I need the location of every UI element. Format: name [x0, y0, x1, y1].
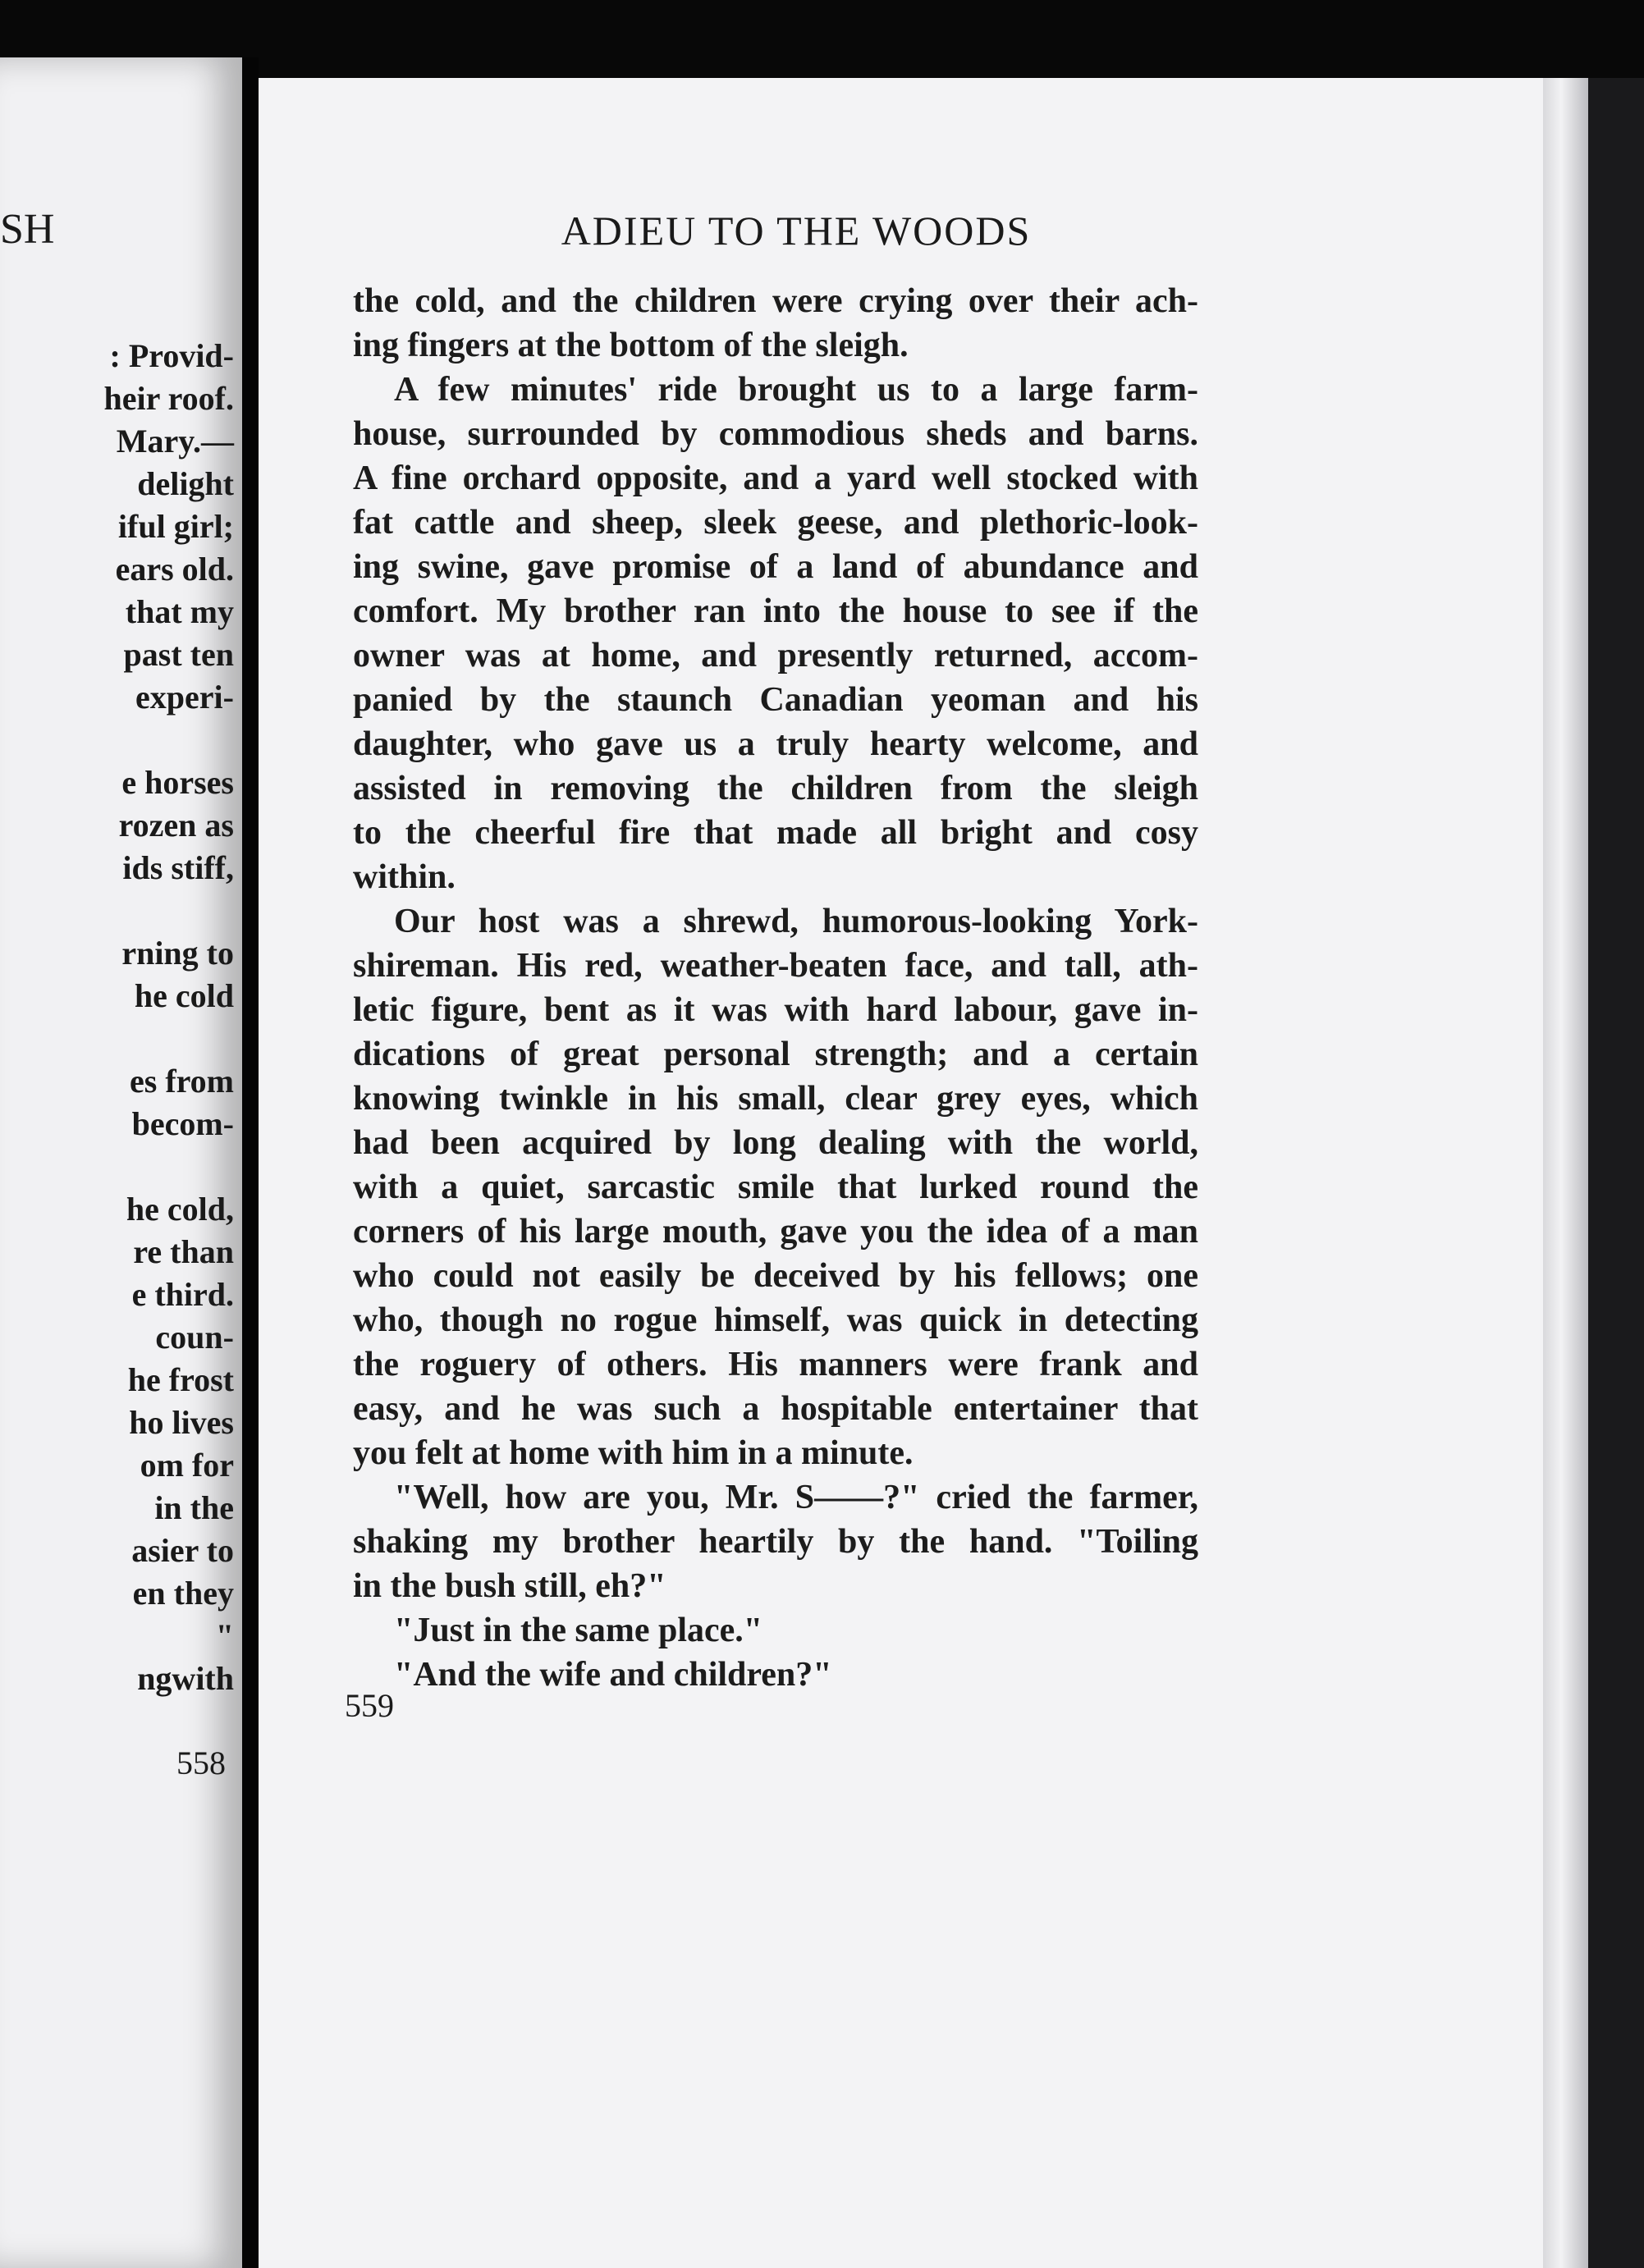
text-line: who, though no rogue himself, was quick in detecting	[353, 1301, 1198, 1339]
left-text-line: e third.	[131, 1276, 234, 1313]
left-text-line	[0, 1017, 234, 1060]
text-line: knowing twinkle in his small, clear grey eyes, which	[353, 1080, 1198, 1118]
page-number: 559	[345, 1687, 394, 1724]
text-line: with a quiet, sarcastic smile that lurked round the	[353, 1168, 1198, 1206]
text-line: had been acquired by long dealing with the world,	[353, 1124, 1198, 1162]
left-text-line: om for	[140, 1447, 234, 1484]
text-line: dications of great personal strength; and a certain	[353, 1036, 1198, 1073]
left-text-line: rning to	[121, 935, 234, 972]
text-line: A fine orchard opposite, and a yard well stocked with	[353, 460, 1198, 497]
left-text-line: he frost	[127, 1361, 234, 1398]
text-line: in the bush still, eh?"	[353, 1567, 666, 1605]
text-line: to the cheerful fire that made all bright and cosy	[353, 814, 1198, 852]
text-line: easy, and he was such a hospitable entertainer that	[353, 1390, 1198, 1428]
left-running-head: SH	[0, 206, 55, 253]
text-line: house, surrounded by commodious sheds and barns.	[353, 415, 1198, 453]
text-line: Our host was a shrewd, humorous-looking York-	[394, 903, 1198, 940]
text-line: the cold, and the children were crying over their ach-	[353, 282, 1198, 320]
text-line: ing swine, gave promise of a land of abundance and	[353, 548, 1198, 586]
text-line: shireman. His red, weather-beaten face, and tall, ath-	[353, 947, 1198, 985]
left-text-line	[0, 889, 234, 932]
left-text-line: iful girl;	[117, 508, 234, 545]
text-line: "Just in the same place."	[394, 1612, 763, 1649]
text-line: corners of his large mouth, gave you the idea of a man	[353, 1213, 1198, 1251]
left-text-line: past ten	[123, 636, 234, 673]
left-page-number: 558	[176, 1744, 226, 1781]
text-line: "Well, how are you, Mr. S——?" cried the farmer,	[394, 1479, 1198, 1516]
left-text-line: in the	[154, 1489, 234, 1526]
text-line: owner was at home, and presently returned, accom-	[353, 637, 1198, 674]
left-text-line: ngwith	[137, 1660, 234, 1697]
text-line: daughter, who gave us a truly hearty welcome, and	[353, 725, 1198, 763]
left-text-line	[0, 1145, 234, 1188]
left-text-line: that my	[125, 593, 234, 630]
left-text-line: e horses	[121, 764, 234, 801]
left-text-line: es from	[130, 1063, 234, 1100]
left-text-line: ears old.	[115, 551, 234, 588]
left-text-line: he cold	[134, 977, 234, 1014]
body-text	[353, 279, 1198, 1697]
text-line: within.	[353, 858, 456, 896]
left-text-line: coun-	[155, 1319, 234, 1356]
left-text-line: Mary.—	[116, 423, 234, 460]
left-text-line: "	[215, 1617, 234, 1654]
text-line: A few minutes' ride brought us to a large farm-	[394, 371, 1198, 409]
page-edges	[1543, 78, 1588, 2268]
text-line: shaking my brother heartily by the hand. "Toiling	[353, 1523, 1198, 1561]
text-line: assisted in removing the children from the sleigh	[353, 770, 1198, 807]
left-page	[0, 57, 242, 2268]
left-text-line: delight	[137, 465, 234, 502]
left-text-line: experi-	[135, 679, 234, 716]
text-line: ing fingers at the bottom of the sleigh.	[353, 327, 909, 364]
book-cover-edge	[1588, 78, 1644, 2268]
text-line: "And the wife and children?"	[394, 1656, 832, 1694]
left-text-line: ho lives	[129, 1404, 234, 1441]
left-text-line: asier to	[131, 1532, 234, 1569]
book-gutter	[242, 57, 259, 2268]
text-line: you felt at home with him in a minute.	[353, 1434, 914, 1472]
left-text-line: he cold,	[126, 1191, 234, 1228]
left-text-line	[0, 719, 234, 761]
text-line: who could not easily be deceived by his fellows; one	[353, 1257, 1198, 1295]
left-text-column	[0, 335, 234, 1700]
text-line: comfort. My brother ran into the house to see if the	[353, 592, 1198, 630]
text-line: fat cattle and sheep, sleek geese, and plethoric-look-	[353, 504, 1198, 542]
left-text-line: ids stiff,	[122, 849, 234, 886]
text-line: letic figure, bent as it was with hard labour, gave in-	[353, 991, 1198, 1029]
left-text-line: : Provid-	[109, 337, 234, 374]
left-text-line: rozen as	[118, 807, 234, 844]
left-text-line: heir roof.	[103, 380, 234, 417]
left-text-line: becom-	[131, 1105, 234, 1142]
left-text-line: en they	[132, 1575, 234, 1612]
text-line: panied by the staunch Canadian yeoman and his	[353, 681, 1198, 719]
left-text-line: re than	[133, 1233, 234, 1270]
text-line: the roguery of others. His manners were frank and	[353, 1346, 1198, 1383]
running-head: ADIEU TO THE WOODS	[561, 208, 1032, 254]
